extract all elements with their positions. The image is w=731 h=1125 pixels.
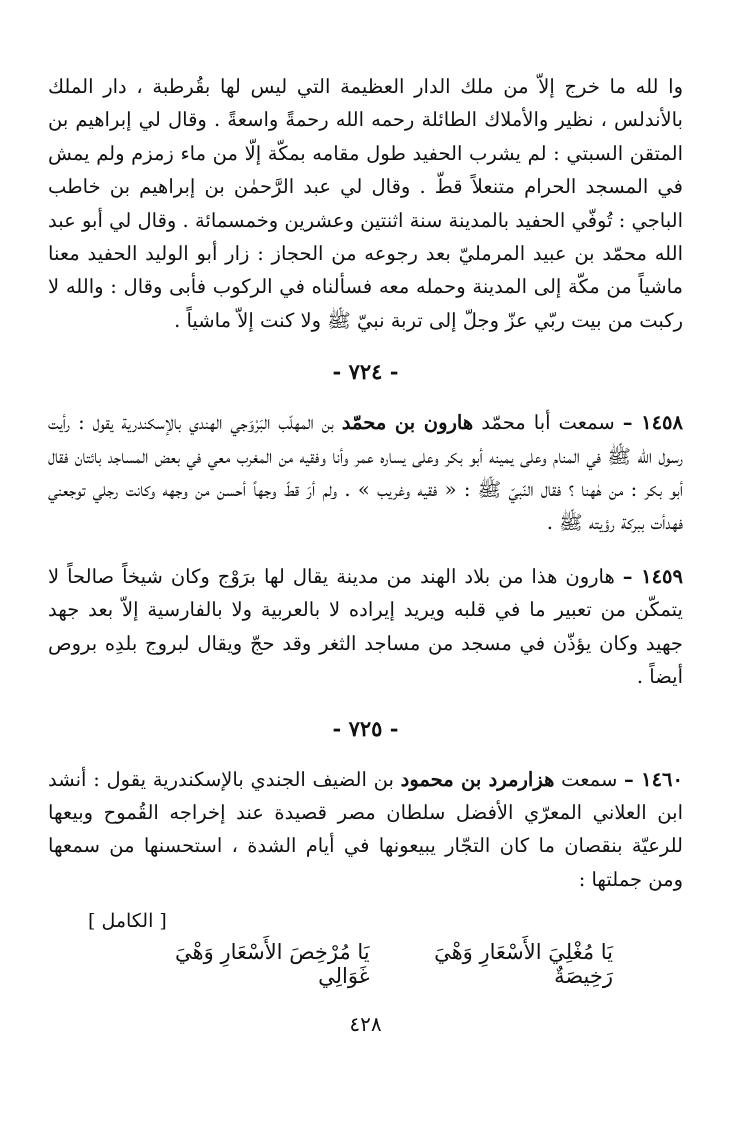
- section-heading-725: - ٧٢٥ -: [332, 715, 399, 741]
- entry-text: هارون هذا من بلاد الهند من مدينة يقال لها برَوْج وكان شيخاً صالحاً لا يتمكّن من تعبير ما في قلبه ويريد إيراده لا بالعربية ولا بالفارسية إلاّ بعد جهد جهيد وكان يؤذّن في مسجد من مساجد الثغر وقد حجّ ويقال لبروج بلدِه بروص أيضاً .: [48, 564, 683, 689]
- entry-text: بن المهلّب البَرْوَجي الهندي بالإسكندرية يقول : رأيت رسول الله ﷺ في المنام وعلى يمينه أبو بكر وعلى يساره عمر وأنا وفقيه من المغرب معي في بعض المساجد بائتان فقال أبو بكر : من هٰهنا ؟ فقال النّبيّ ﷺ : « فقيه وغريب » . ولم أرَ قطّ وجهاً أحسن من وجهه وكانت رجلي توجعني فهدأت ببركة رؤيته ﷺ .: [48, 411, 683, 535]
- entry-1458: [48, 406, 683, 540]
- poem-verse: [118, 940, 613, 988]
- narrator-name: هزارمرد بن محمود: [400, 767, 555, 791]
- entry-number: ١٤٥٨ –: [622, 411, 684, 435]
- entry-text-before: سمعت أبا محمّد: [481, 411, 615, 435]
- hemistich-first: يَا مُغْلِيَ الأَسْعَارِ وَهْيَ رَخِيصَةٌ: [434, 940, 613, 989]
- narrator-name: هارون بن محمّد: [341, 411, 474, 435]
- page-number: ٤٢٨: [349, 1012, 382, 1036]
- poem-meter: [ الكامل ]: [88, 910, 167, 933]
- entry-1460: [48, 763, 683, 897]
- entry-text: بن الضيف الجندي بالإسكندرية يقول : أنشد ابن العلاني المعرّي الأفضل سلطان مصر قصيدة عند إخراجه القُموح وبيعها للرعيّة بنقصان ما كان التجّار يبيعونها في أيام الشدة ، استحسنها من سمعها ومن جملتها :: [48, 767, 683, 891]
- hemistich-second: يَا مُرْخِصَ الأَسْعَارِ وَهْيَ غَوَالِي: [175, 940, 370, 989]
- entry-text-before: سمعت: [561, 767, 618, 791]
- section-heading-724: - ٧٢٤ -: [332, 359, 399, 385]
- entry-number: ١٤٦٠ –: [624, 767, 683, 791]
- entry-number: ١٤٥٩ –: [622, 564, 683, 588]
- entry-1459: [48, 560, 683, 694]
- opening-paragraph: وا لله ما خرج إلاّ من ملك الدار العظيمة التي ليس لها بقُرطبة ، دار الملك بالأندلس ، نظير والأملاك الطائلة رحمه الله رحمةً واسعةً . وقال لي إبراهيم بن المتقن السبتي : لم يشرب الحفيد طول مقامه بمكّة إلّا من ماء زمزم ولم يمش في المسجد الحرام متنعلاً قطّ . وقال لي عبد الرَّحمٰن بن إبراهيم بن خاطب الباجي : تُوفّي الحفيد بالمدينة سنة اثنتين وعشرين وخمسمائة . وقال لي أبو عبد الله محمّد بن عبيد المرمليّ بعد رجوعه من الحجاز : زار أبو الوليد الحفيد معنا ماشياً من مكّة إلى المدينة وحمله معه فسألناه في الركوب فأبى وقال : والله لا ركبت من بيت ربّي عزّ وجلّ إلى تربة نبيّ ﷺ ولا كنت إلاّ ماشياً .: [48, 75, 683, 332]
- poem-block: [48, 908, 683, 989]
